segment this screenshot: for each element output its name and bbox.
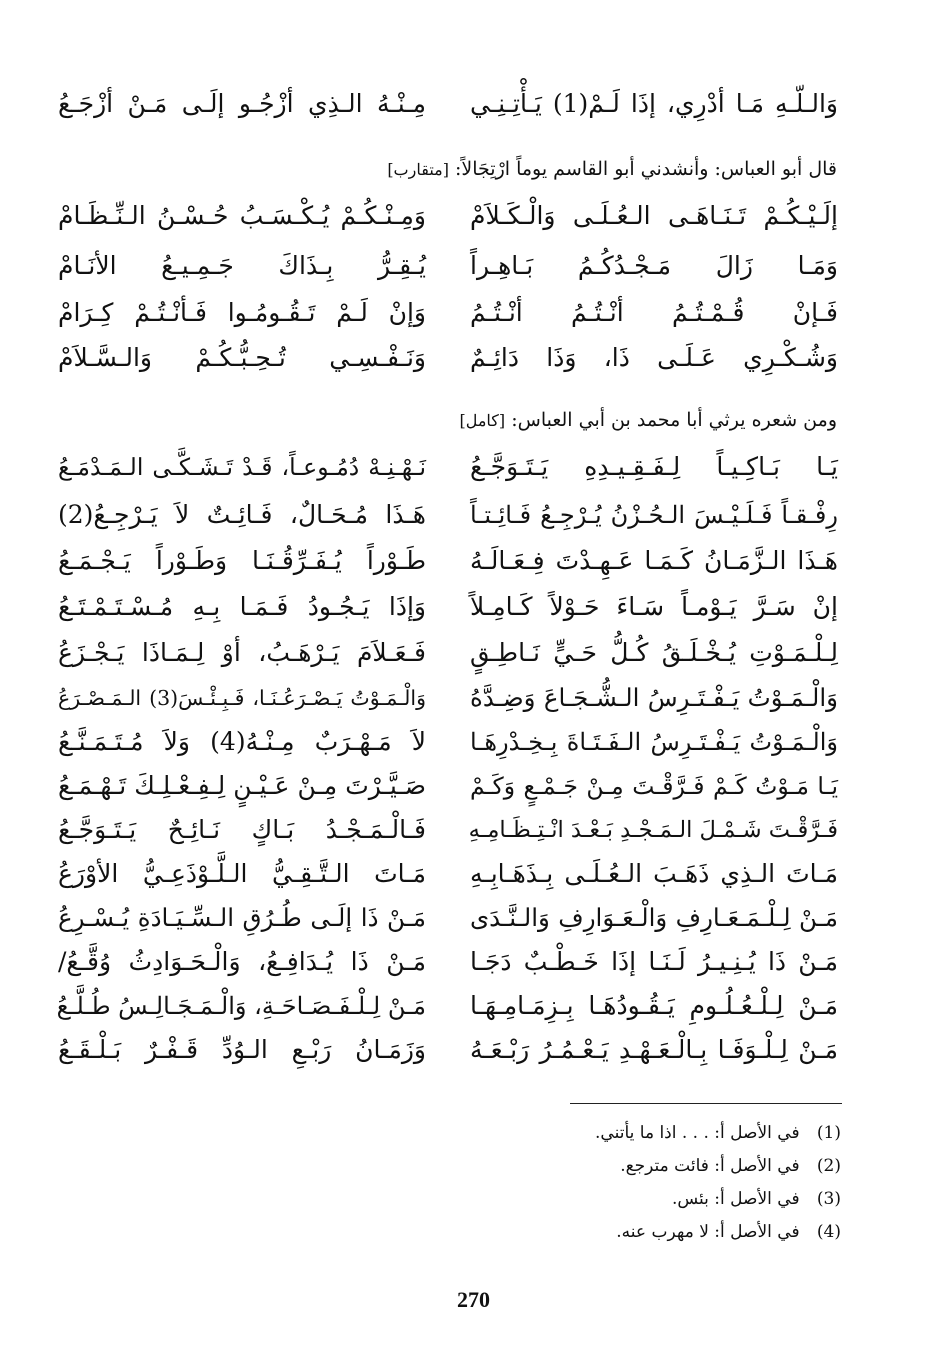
page-number: 270 (457, 1287, 490, 1312)
verse-first-hemistich: لِـلْـمَـوْتِ يُـخْـلَـقُ كُـلُّ حَـيٍّ نَـاطِـقٍ (470, 638, 838, 667)
verse-first-hemistich: مَـنْ لِـلْـمَـعَـارِفِ وَالْـعَـوَارِفِ وَالـنَّـدَى (470, 903, 838, 932)
verse-first-hemistich: إنْ سَـرَّ يَـوْمـاً سَـاءَ حَـوْلاً كَـامِـلاً (470, 592, 838, 621)
verse-second-hemistich: وَمِـنْـكُـمْ يُـكْـسَـبُ حُـسْـنُ الـنِّـظَـامْ (58, 201, 426, 230)
verse-row (58, 678, 838, 724)
verse-second-hemistich: وَإنْ لَـمْ تَـقُـومُـوا فَـأنْـتُـمْ كِـرَامْ (58, 298, 426, 327)
verse-row (58, 766, 838, 812)
verse-row (58, 986, 838, 1032)
verse-row (58, 633, 838, 679)
verse-second-hemistich: وَإذَا يَـجُـودُ فَـمَـا بِـهِ مُـسْـتَـمْـتَـعُ (58, 592, 426, 621)
verse-second-hemistich: مِـنْـهُ الـذِي أزْجُـو إلَـى مَـنْ أزْجَـعُ (58, 89, 426, 118)
verse-second-hemistich: فَـالْـمَـجْـدُ بَـاكٍ نَـائِـحٌ يَـتَـوَجَّـعُ (58, 815, 426, 844)
verse-second-hemistich: فَـعَـلاَمَ يَـرْهَـبُ، أوْ لِـمَـاذَا يَـجْـزَعُ (58, 638, 426, 667)
verse-first-hemistich: وَشُـكْـرِي عَـلَـى ذَا، وَذَا دَائِـمٌ (470, 343, 838, 372)
footnote-text: في الأصل أ: بئس. (671, 1189, 800, 1209)
footnote (595, 1217, 841, 1250)
footnote-number: (3) (816, 1189, 841, 1209)
verse-second-hemistich: هَـذَا مُـحَـالٌ، فَـائِـتٌ لاَ يَـرْجِـعُ(2) (58, 500, 426, 529)
verse-row (58, 495, 838, 541)
verse-first-hemistich: يَـا مَـوْتُ كَـمْ فَـرَّقْـتَ مِـنْ جَـمْـعٍ وَكَـمْ (470, 772, 838, 800)
verse-second-hemistich: نَـهْـنِـهْ دُمُـوعـاً، قَـدْ تَـشَـكَّـى الـمَـدْمَـعُ (58, 453, 426, 481)
verse-row (58, 898, 838, 944)
verse-row (58, 293, 838, 339)
footnote-divider (570, 1103, 842, 1104)
verse-first-hemistich: وَالْـمَـوْتُ يَـفْـتَـرِسُ الـشُّـجَـاعَ وَضِـدَّهُ (470, 683, 838, 712)
verse-row (58, 338, 838, 384)
verse-first-hemistich: فَـرَّقْـتَ شَـمْـلَ الـمَـجْـدِ بَـعْـدَ انْـتِـظَـامِـهِ (468, 817, 838, 843)
verse-row (58, 722, 838, 768)
footnote (595, 1118, 841, 1151)
meter-label: [كامل] (459, 411, 506, 430)
verse-first-hemistich: مَـنْ لِـلْـعُـلُـومِ يَـقُـودُهَـا بِـزِمَـامِـهَـا (470, 991, 838, 1020)
footnote-text: في الأصل أ: فائت مترجع. (620, 1156, 800, 1176)
footnote-number: (4) (816, 1222, 841, 1242)
verse-second-hemistich: يُـقِـرُّ بِـذَاكَ جَـمِـيـعُ الأنَـامْ (58, 251, 426, 280)
verse-row (58, 587, 838, 633)
verse-first-hemistich: وَالـلّـهِ مَـا أدْرِي، إذَا لَـمْ(1) يَـأْتِـنِـي (470, 89, 838, 118)
verse-second-hemistich: صَـيَّـرْتَ مِـنْ عَـيْـنٍ لِـفِـعْـلِـكَ تَـهْـمَـعُ (58, 771, 426, 800)
verse-second-hemistich: لاَ مَـهْـرَبٌ مِـنْـهُ(4) وَلاَ مُـتَـمَـنَّـعُ (58, 727, 426, 756)
verse-second-hemistich: مَـنْ ذَا يُـدَافِـعُ، وَالْـحَـوَادِثُ وُقَّـعُ/ (58, 947, 426, 976)
verse-row (58, 84, 838, 130)
meter-label: [متقارب] (387, 160, 449, 179)
verse-row (58, 942, 838, 988)
verse-row (58, 196, 838, 242)
verse-second-hemistich: مَـنْ ذَا إلَـى طُـرُقِ الـسِّـيَـادَةِ يُـسْـرِعُ (58, 903, 426, 932)
footnote-number: (1) (816, 1123, 841, 1143)
verse-first-hemistich: مَـنْ ذَا يُـنِـيـرُ لَـنَـا إذَا خَـطْـبٌ دَجَـا (470, 947, 838, 976)
section-intro (387, 154, 837, 185)
verse-first-hemistich: إلَـيْـكُـمْ تَـنَـاهَـى الـعُـلَـى وَالْـكَـلاَمْ (470, 201, 838, 230)
verse-row (58, 810, 838, 856)
verse-first-hemistich: وَالْـمَـوْتُ يَـفْـتَـرِسُ الـفَـتَـاةَ بِـخِـدْرِهَـا (470, 728, 838, 756)
verse-row (58, 1030, 838, 1076)
footnote-text: في الأصل أ: لا مهرب عنه. (616, 1222, 800, 1242)
verse-row (58, 246, 838, 292)
intro-text: قال أبو العباس: وأنشدني أبو القاسم يوماً ارْتِجَالاً: (455, 158, 837, 180)
verse-second-hemistich: وَالْـمَـوْتُ يَـصْـرَعُـنَـا، فَـبِـئْـسَ(3) الـمَـصْـرَعُ (58, 686, 426, 710)
footnote-text: في الأصل أ: . . . اذا ما يأتني. (595, 1123, 800, 1143)
verse-row (58, 447, 838, 493)
verse-second-hemistich: مَـنْ لِـلْـفَـصَـاحَـةِ، وَالْـمَـجَـالِـسُ طُـلَّـعُ (56, 992, 426, 1020)
footnote (595, 1151, 841, 1184)
verse-first-hemistich: هَـذَا الـزَّمَـانُ كَـمَـا عَـهِـدْتَ فِـعَـالَـهُ (470, 546, 838, 575)
verse-first-hemistich: يَـا بَـاكِـيـاً لِـفَـقِـيـدِهِ يَـتَـوَجَّـعُ (470, 452, 838, 481)
verse-first-hemistich: مَـنْ لِـلْـوَفَـا بِـالْـعَـهْـدِ يَـعْـمُـرُ رَبْـعَـهُ (470, 1035, 838, 1064)
verse-first-hemistich: رِفْـقـاً فَـلَـيْـسَ الـحُـزْنُ يُـرْجِـعُ فَـائِـتـاً (470, 501, 838, 529)
footnote (595, 1184, 841, 1217)
verse-first-hemistich: مَـاتَ الـذِي ذَهَـبَ الـعُـلَـى بِـذَهَـابِـهِ (470, 859, 838, 888)
footnotes (595, 1118, 841, 1250)
intro-text: ومن شعره يرثي أبا محمد بن أبي العباس: (511, 409, 837, 431)
verse-second-hemistich: وَزَمَـانُ رَبْـعِ الـوُدِّ قَـفْـرٌ بَـلْـقَـعُ (58, 1035, 426, 1064)
verse-first-hemistich: فَـإنْ قُـمْـتُـمُ أنْـتُـمُ أنْـتُـمُ (470, 298, 838, 327)
verse-row (58, 854, 838, 900)
section-intro (460, 405, 838, 436)
verse-second-hemistich: طَـوْراً يُـفَـرِّقُـنَـا وَطَـوْراً يَـجْـمَـعُ (58, 546, 426, 575)
footnote-number: (2) (816, 1156, 841, 1176)
verse-second-hemistich: وَنَـفْـسِـي تُـحِـبُّـكُـمْ وَالـسَّـلاَمْ (58, 343, 426, 372)
verse-first-hemistich: وَمَـا زَالَ مَـجْـدُكُـمُ بَـاهِـراً (470, 251, 838, 280)
verse-second-hemistich: مَـاتَ الـتَّـقِـيُّ الـلَّـوْذَعِـيُّ الأوْرَعُ (58, 859, 426, 888)
verse-row (58, 541, 838, 587)
